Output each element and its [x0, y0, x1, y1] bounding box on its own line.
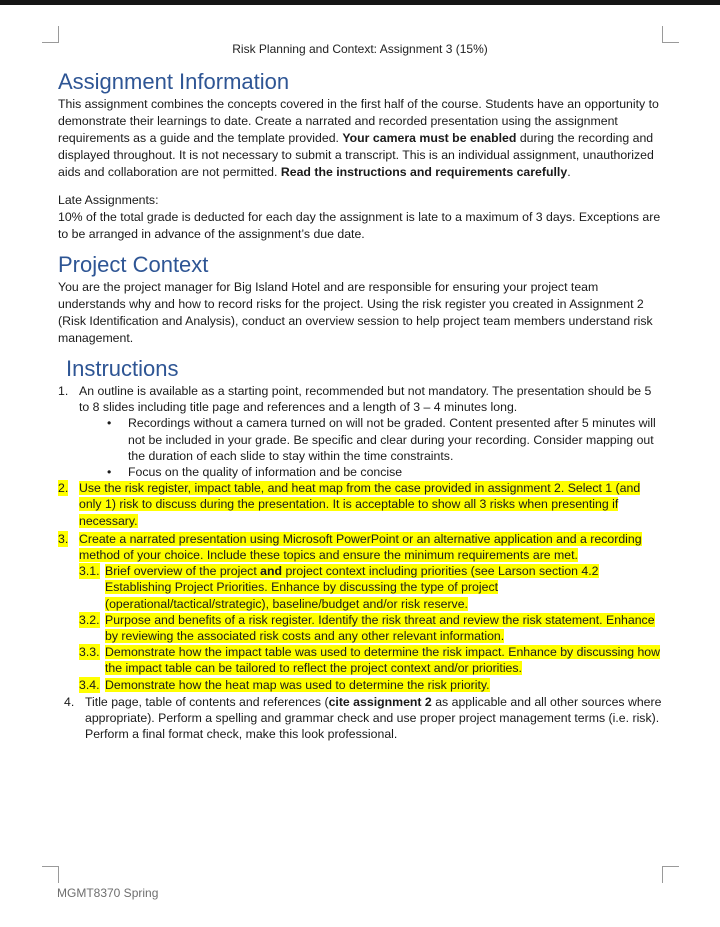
top-edge-bar: [0, 0, 720, 5]
late-assignments-text: 10% of the total grade is deducted for each day the assignment is late to a maximum of 3 days. Exceptions are to be arranged in advance of the assignment’s due date.: [58, 210, 661, 241]
project-context-heading: Project Context: [58, 252, 209, 277]
instruction-bullet-2: • Focus on the quality of information and be concise: [107, 465, 403, 480]
instruction-item-3: 3. Create a narrated presentation using Microsoft PowerPoint or an alternative application and a recording method of your choice. Include these topics and ensure the minimum requirements are met.: [58, 531, 642, 563]
assignment-info-paragraph: This assignment combines the concepts covered in the first half of the course. Students have an opportunity to demonstrate their learnings to date. Create a narrated and recorded presentation using the assignment requirements as a guide and the template provided. Your camera must be enabled during the recording and displayed throughout. It is not necessary to submit a transcript. This is an individual assignment, unauthorized aids and collaboration are not permitted. Read the instructions and requirements carefully.: [58, 97, 659, 179]
bullet-icon: •: [107, 465, 112, 480]
instruction-sub-3-3: 3.3. Demonstrate how the impact table was used to determine the risk impact. Enhance by discussing how the impact table can be tailored to reflect the project context and/or priorities.: [79, 645, 661, 676]
instruction-item-1: 1. An outline is available as a starting point, recommended but not mandatory. The presentation should be 5 to 8 slides including title page and references and a length of 3 – 4 minutes long.: [58, 384, 652, 415]
crop-mark-top-left: [42, 26, 59, 43]
instruction-item-4: 4. Title page, table of contents and references (cite assignment 2 as applicable and all other sources where appropriate). Perform a spelling and grammar check and use proper project management terms (i.e. risk). Perform a final format check, make this look professional.: [64, 694, 662, 742]
crop-mark-bottom-left: [42, 866, 59, 883]
highlighted-text: Use the risk register, impact table, and heat map from the case provided in assignment 2. Select 1 (and only 1) risk to discuss during the presentation. It is acceptable to show all 3 risks when presenting if necessary.: [79, 481, 641, 528]
crop-mark-bottom-right: [662, 866, 679, 883]
read-instructions-note: Read the instructions and requirements carefully: [280, 165, 568, 179]
project-context-paragraph: You are the project manager for Big Island Hotel and are responsible for ensuring your project team understands why and how to record risks for the project. Using the risk register you created in Assignment 2 (Risk Identification and Analysis), conduct an overview session to help project team members understand risk management.: [58, 280, 653, 345]
instruction-sub-3-2: 3.2. Purpose and benefits of a risk register. Identify the risk threat and review the risk statement. Enhance by reviewing the associated risk costs and any other relevant information.: [79, 612, 655, 644]
instruction-item-2: 2. Use the risk register, impact table, and heat map from the case provided in assignment 2. Select 1 (and only 1) risk to discuss during the presentation. It is acceptable to show all 3 risks when presenting if necessary.: [58, 481, 641, 528]
instruction-sub-3-4: 3.4. Demonstrate how the heat map was used to determine the risk priority.: [79, 677, 490, 692]
instructions-heading: Instructions: [66, 356, 179, 381]
instruction-sub-3-1: 3.1. Brief overview of the project and project context including priorities (see Larson section 4.2 Establishing Project Priorities. Enhance by discussing the type of project (operational/tactical/strategic), baseline/budget and/or risk reserve.: [79, 564, 599, 611]
page-footer: MGMT8370 Spring: [57, 886, 159, 900]
running-header: Risk Planning and Context: Assignment 3 (15%): [232, 42, 488, 56]
document-body: [58, 68, 664, 742]
bullet-icon: •: [107, 416, 112, 431]
highlighted-text: Create a narrated presentation using Microsoft PowerPoint or an alternative application and a recording method of your choice. Include these topics and ensure the minimum requirements are met.: [79, 531, 642, 563]
camera-requirement: Your camera must be enabled: [342, 131, 517, 145]
assignment-info-heading: Assignment Information: [58, 69, 290, 94]
instructions-list: [58, 383, 664, 742]
instruction-bullet-1: • Recordings without a camera turned on will not be graded. Content presented after 5 minutes will not be included in your grade. Be specific and clear during your recording. Consider mapping out the duration of each slide to stay within the time constraints.: [107, 416, 656, 463]
late-assignments-label: Late Assignments:: [58, 193, 159, 207]
crop-mark-top-right: [662, 26, 679, 43]
